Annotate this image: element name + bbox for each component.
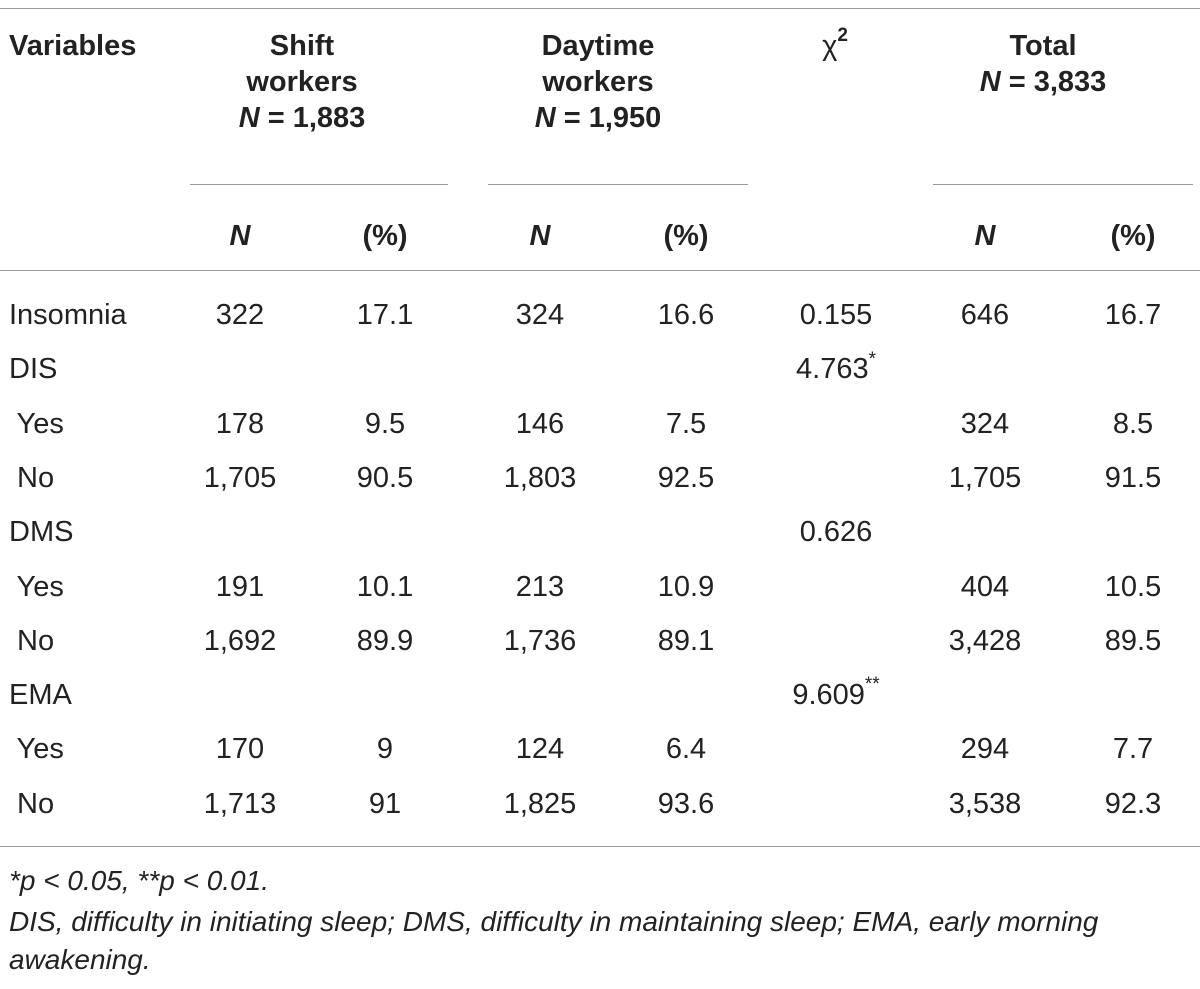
header-daytime-workers (535, 28, 662, 136)
header-chi-symbol: χ (822, 30, 838, 62)
cell-dn: 124 (515, 733, 565, 766)
header-total-line1: Total (1009, 30, 1077, 62)
row-label: No (9, 624, 55, 657)
cell-tp: 8.5 (1112, 407, 1154, 440)
row-label: Yes (9, 733, 64, 766)
cell-dp: 89.1 (657, 624, 715, 657)
cell-sp: 17.1 (356, 299, 414, 331)
header-shift-workers (239, 28, 366, 136)
cell-tn: 404 (960, 570, 1010, 603)
cell-sn: 1,692 (203, 624, 277, 657)
cell-sn: 1,713 (203, 787, 277, 820)
row-label: Insomnia (9, 299, 127, 331)
cell-tn: 646 (960, 299, 1010, 331)
header-daytime-n-label: N (534, 102, 556, 134)
cell-tp: 16.7 (1104, 299, 1162, 331)
row-label: DMS (9, 516, 74, 549)
chi-square-number: 9.609 (792, 679, 865, 712)
header-total-n-label: N (979, 66, 1001, 98)
header-shift-line1: Shift (269, 30, 335, 62)
row-label: No (9, 787, 55, 820)
subheader-shift-n-text: N (229, 220, 251, 252)
cell-dn: 146 (515, 407, 565, 440)
footnote-significance: *p < 0.05, **p < 0.01. (9, 865, 269, 896)
header-total (980, 28, 1107, 100)
chi-square-number: 0.626 (799, 516, 873, 549)
cell-dp: 10.9 (657, 570, 715, 603)
header-chi-exponent: 2 (837, 25, 848, 47)
chi-square-value (792, 674, 880, 713)
cell-dp: 7.5 (665, 407, 707, 440)
cell-sn: 178 (215, 407, 265, 440)
cell-dn: 213 (515, 570, 565, 603)
chi-square-number: 4.763 (796, 353, 869, 386)
cell-sn: 322 (215, 299, 265, 331)
subheader-shift-n (230, 218, 251, 254)
cell-tn: 294 (960, 733, 1010, 766)
row-label: No (9, 461, 55, 494)
subheader-daytime-n (530, 218, 551, 254)
header-daytime-n-value: = 1,950 (563, 102, 662, 134)
header-daytime-n (535, 100, 662, 136)
cell-tn: 3,428 (948, 624, 1022, 657)
cell-tp: 10.5 (1104, 570, 1162, 603)
cell-sp: 10.1 (356, 570, 414, 603)
subheader-daytime-n-text: N (529, 220, 551, 252)
chi-square-value (800, 297, 873, 333)
cell-tn: 1,705 (948, 461, 1022, 494)
chi-square-value (796, 348, 876, 387)
header-shift-n-value: = 1,883 (267, 102, 366, 134)
header-total-n (980, 64, 1107, 100)
cell-tp: 92.3 (1104, 787, 1162, 820)
cell-sp: 9 (376, 733, 394, 766)
subheader-total-pct: (%) (1110, 220, 1156, 252)
chi-square-number: 0.155 (799, 299, 873, 331)
row-label: Yes (9, 407, 64, 440)
table-bottom-rule (0, 846, 1200, 847)
header-shift-line2: workers (246, 66, 358, 98)
footnote-abbreviations: DIS, difficulty in initiating sleep; DMS, difficulty in maintaining sleep; EMA, early morning awakening. (9, 906, 1099, 975)
cell-sp: 89.9 (356, 624, 414, 657)
cell-dn: 1,825 (503, 787, 577, 820)
cell-sn: 1,705 (203, 461, 277, 494)
cell-tp: 7.7 (1112, 733, 1154, 766)
cell-sn: 170 (215, 733, 265, 766)
cell-dp: 93.6 (657, 787, 715, 820)
cell-sp: 91 (368, 787, 402, 820)
row-label: DIS (9, 353, 58, 386)
header-chi-square (822, 25, 848, 64)
cell-sn: 191 (215, 570, 265, 603)
cell-dn: 1,736 (503, 624, 577, 657)
row-label: Yes (9, 570, 64, 603)
cell-dp: 16.6 (657, 299, 715, 331)
cell-dn: 1,803 (503, 461, 577, 494)
subheader-total-n (975, 218, 996, 254)
cell-tp: 89.5 (1104, 624, 1162, 657)
header-daytime-line1: Daytime (541, 30, 655, 62)
table-top-rule (0, 8, 1200, 9)
cell-tn: 324 (960, 407, 1010, 440)
cell-dn: 324 (515, 299, 565, 331)
cell-tn: 3,538 (948, 787, 1022, 820)
subheader-shift-pct: (%) (362, 220, 408, 252)
header-shift-n-label: N (238, 102, 260, 134)
significance-marker: ** (864, 674, 880, 696)
header-shift-n (239, 100, 366, 136)
total-header-underline (933, 184, 1193, 185)
subheader-total-n-text: N (974, 220, 996, 252)
cell-tp: 91.5 (1104, 461, 1162, 494)
header-variables: Variables (9, 30, 137, 62)
header-total-n-value: = 3,833 (1008, 66, 1107, 98)
daytime-header-underline (488, 184, 748, 185)
header-bottom-rule (0, 270, 1200, 271)
significance-marker: * (868, 348, 876, 370)
cell-dp: 92.5 (657, 461, 715, 494)
cell-sp: 9.5 (364, 407, 406, 440)
cell-sp: 90.5 (356, 461, 414, 494)
shift-header-underline (190, 184, 448, 185)
chi-square-value (800, 514, 873, 550)
subheader-daytime-pct: (%) (663, 220, 709, 252)
header-daytime-line2: workers (542, 66, 654, 98)
row-label: EMA (9, 679, 72, 712)
cell-dp: 6.4 (665, 733, 707, 766)
